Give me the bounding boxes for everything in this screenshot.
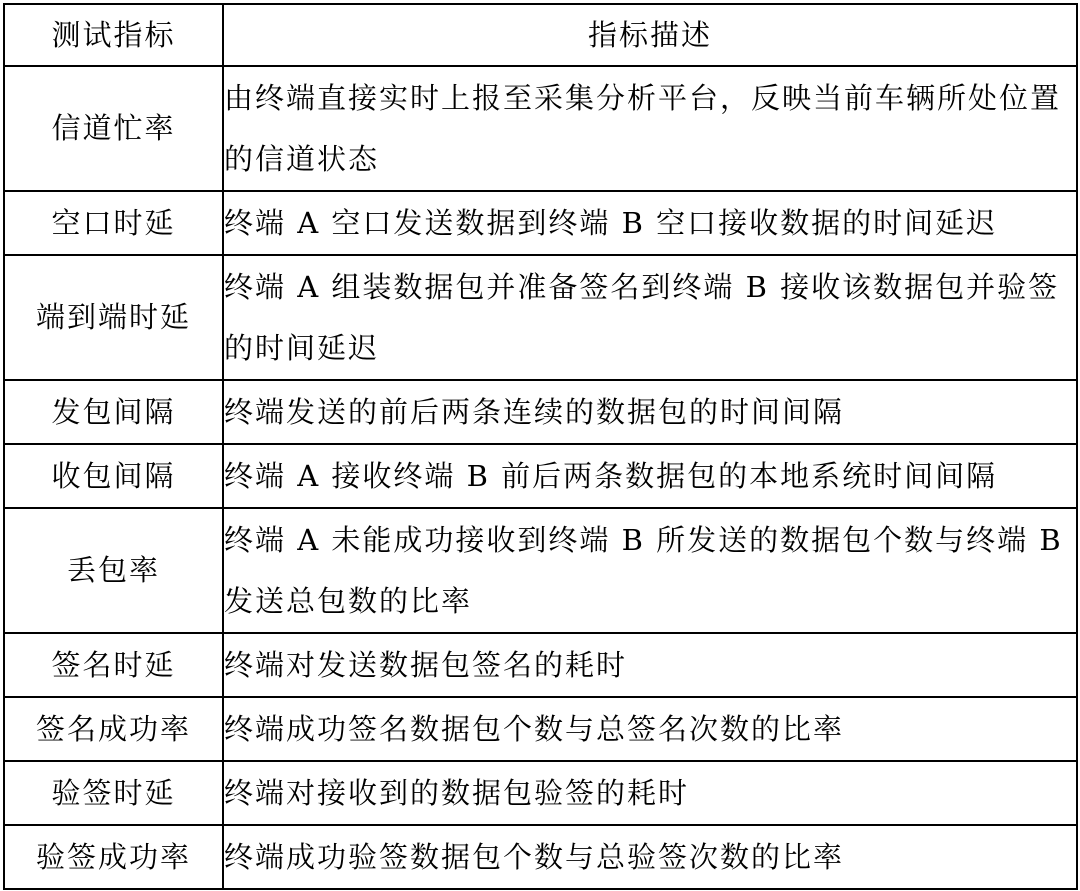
metric-name-air-interface-latency: 空口时延: [4, 191, 223, 255]
table-row: [4, 633, 1077, 697]
metric-description: 终端 A 空口发送数据到终端 B 空口接收数据的时间延迟: [223, 191, 1077, 255]
metric-name-channel-busy-ratio: 信道忙率: [4, 66, 223, 191]
metrics-table: [3, 3, 1078, 890]
metric-name-signing-success-rate: 签名成功率: [4, 697, 223, 761]
metric-description: 终端 A 未能成功接收到终端 B 所发送的数据包个数与终端 B 发送总包数的比率: [223, 508, 1077, 633]
table-row: [4, 191, 1077, 255]
metric-description: 终端成功验签数据包个数与总验签次数的比率: [223, 825, 1077, 889]
table-row: [4, 66, 1077, 191]
table-row: [4, 761, 1077, 825]
metric-name-send-interval: 发包间隔: [4, 380, 223, 444]
metric-name-verification-latency: 验签时延: [4, 761, 223, 825]
table-row: [4, 697, 1077, 761]
metric-name-verification-success-rate: 验签成功率: [4, 825, 223, 889]
table-header-row: [4, 4, 1077, 66]
table-row: [4, 825, 1077, 889]
metric-description: 终端成功签名数据包个数与总签名次数的比率: [223, 697, 1077, 761]
header-description: 指标描述: [223, 4, 1077, 66]
metric-description: 终端发送的前后两条连续的数据包的时间间隔: [223, 380, 1077, 444]
table-row: [4, 380, 1077, 444]
table-row: [4, 508, 1077, 633]
table-row: [4, 255, 1077, 380]
metric-name-receive-interval: 收包间隔: [4, 444, 223, 508]
metric-name-signing-latency: 签名时延: [4, 633, 223, 697]
metric-name-packet-loss-rate: 丢包率: [4, 508, 223, 633]
metric-description: 终端对接收到的数据包验签的耗时: [223, 761, 1077, 825]
table-row: [4, 444, 1077, 508]
metric-description: 终端 A 接收终端 B 前后两条数据包的本地系统时间间隔: [223, 444, 1077, 508]
metric-description: 由终端直接实时上报至采集分析平台，反映当前车辆所处位置的信道状态: [223, 66, 1077, 191]
header-metric: 测试指标: [4, 4, 223, 66]
metric-description: 终端对发送数据包签名的耗时: [223, 633, 1077, 697]
metric-description: 终端 A 组装数据包并准备签名到终端 B 接收该数据包并验签的时间延迟: [223, 255, 1077, 380]
metric-name-end-to-end-latency: 端到端时延: [4, 255, 223, 380]
